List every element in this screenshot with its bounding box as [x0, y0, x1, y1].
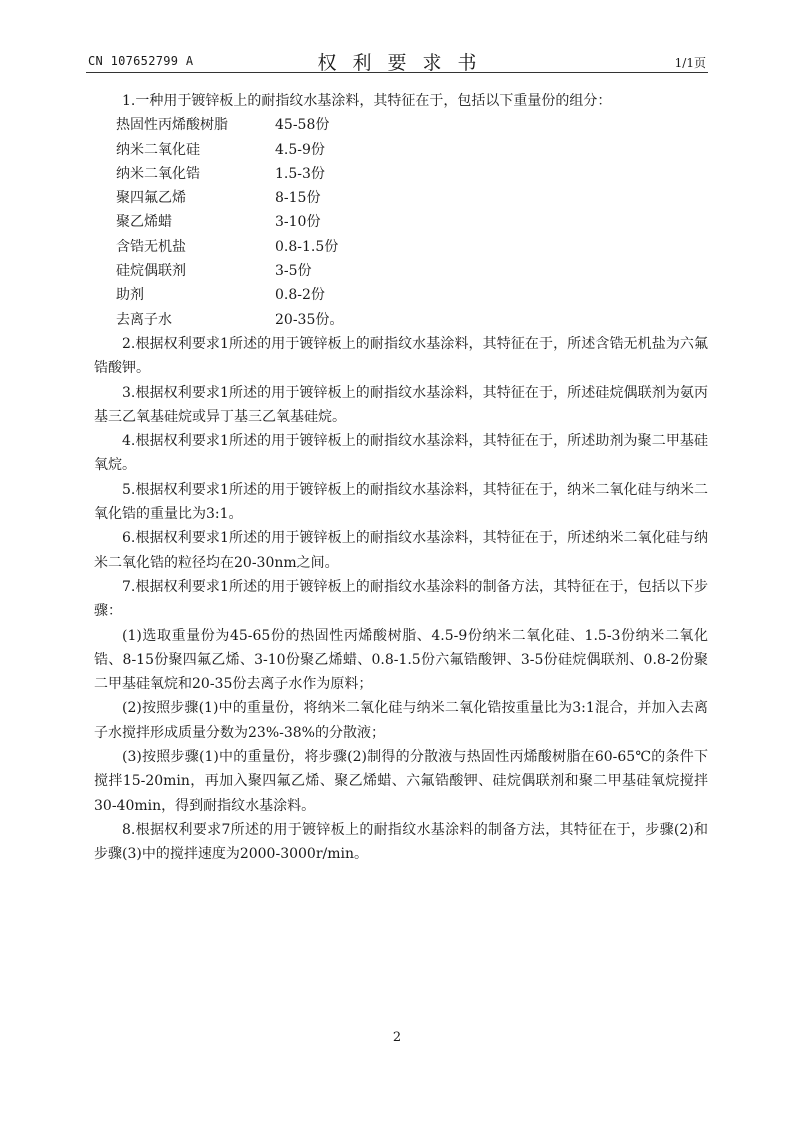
claims-body	[94, 89, 708, 867]
claim-6: 6.根据权利要求1所述的用于镀锌板上的耐指纹水基涂料，其特征在于，所述纳米二氧化硅与纳米二氧化锆的粒径均在20-30nm之间。	[94, 530, 708, 571]
ingredient-name: 硅烷偶联剂	[116, 263, 186, 280]
ingredient-row	[94, 138, 708, 162]
patent-number: CN 107652799 A	[88, 54, 194, 68]
ingredient-name: 纳米二氧化锆	[116, 165, 200, 182]
ingredient-name: 热固性丙烯酸树脂	[116, 117, 228, 134]
ingredient-row	[94, 113, 708, 137]
claim-7-step-1: (1)选取重量份为45-65份的热固性丙烯酸树脂、4.5-9份纳米二氧化硅、1.5-3份纳米二氧化锆、8-15份聚四氟乙烯、3-10份聚乙烯蜡、0.8-1.5份六氟锆酸钾、3-5份硅烷偶联剂、0.8-2份聚二甲基硅氧烷和20-35份去离子水作为原料；	[94, 627, 708, 693]
ingredient-list	[94, 113, 708, 332]
claim-4: 4.根据权利要求1所述的用于镀锌板上的耐指纹水基涂料，其特征在于，所述助剂为聚二甲基硅氧烷。	[94, 433, 708, 474]
claim-3: 3.根据权利要求1所述的用于镀锌板上的耐指纹水基涂料，其特征在于，所述硅烷偶联剂为氨丙基三乙氧基硅烷或异丁基三乙氧基硅烷。	[94, 384, 708, 425]
ingredient-row	[94, 283, 708, 307]
ingredient-amount: 1.5-3份	[275, 165, 325, 182]
ingredient-name: 去离子水	[116, 311, 172, 328]
ingredient-name: 含锆无机盐	[116, 238, 186, 255]
ingredient-amount: 3-5份	[275, 263, 312, 280]
claim-5: 5.根据权利要求1所述的用于镀锌板上的耐指纹水基涂料，其特征在于，纳米二氧化硅与纳米二氧化锆的重量比为3:1。	[94, 481, 708, 523]
claim-1-intro: 1.一种用于镀锌板上的耐指纹水基涂料，其特征在于，包括以下重量份的组分：	[122, 93, 612, 109]
page-number: 2	[392, 1030, 402, 1045]
claim-7-step-3: (3)按照步骤(1)中的重量份，将步骤(2)制得的分散液与热固性丙烯酸树脂在60-65℃的条件下搅拌15-20min，再加入聚四氟乙烯、聚乙烯蜡、六氟锆酸钾、硅烷偶联剂和聚二甲基硅氧烷搅拌30-40min，得到耐指纹水基涂料。	[94, 749, 708, 814]
ingredient-row	[94, 259, 708, 283]
ingredient-name: 纳米二氧化硅	[116, 141, 200, 158]
ingredient-amount: 3-10份	[275, 214, 321, 231]
claim-7: 7.根据权利要求1所述的用于镀锌板上的耐指纹水基涂料的制备方法，其特征在于，包括以下步骤：	[94, 578, 708, 620]
ingredient-row	[94, 308, 708, 332]
ingredient-amount: 0.8-2份	[275, 287, 325, 304]
ingredient-row	[94, 186, 708, 210]
ingredient-amount: 4.5-9份	[275, 141, 325, 158]
page-indicator: 1/1页	[674, 56, 706, 70]
ingredient-name: 聚四氟乙烯	[116, 190, 186, 207]
ingredient-row	[94, 162, 708, 186]
header-divider	[86, 72, 708, 73]
ingredient-name: 助剂	[116, 287, 144, 304]
claim-2: 2.根据权利要求1所述的用于镀锌板上的耐指纹水基涂料，其特征在于，所述含锆无机盐为六氟锆酸钾。	[94, 335, 708, 377]
claim-7-step-2: (2)按照步骤(1)中的重量份，将纳米二氧化硅与纳米二氧化锆按重量比为3:1混合，并加入去离子水搅拌形成质量分数为23%-38%的分散液；	[94, 700, 708, 741]
ingredient-row	[94, 235, 708, 259]
page-header	[88, 48, 706, 74]
ingredient-amount: 45-58份	[275, 117, 330, 134]
ingredient-row	[94, 210, 708, 234]
claim-8: 8.根据权利要求7所述的用于镀锌板上的耐指纹水基涂料的制备方法，其特征在于，步骤(2)和步骤(3)中的搅拌速度为2000-3000r/min。	[94, 821, 708, 863]
ingredient-amount: 0.8-1.5份	[275, 238, 339, 255]
ingredient-name: 聚乙烯蜡	[116, 214, 172, 231]
document-title: 权利要求书	[317, 52, 493, 74]
ingredient-amount: 8-15份	[275, 190, 321, 207]
ingredient-amount: 20-35份。	[275, 311, 344, 328]
